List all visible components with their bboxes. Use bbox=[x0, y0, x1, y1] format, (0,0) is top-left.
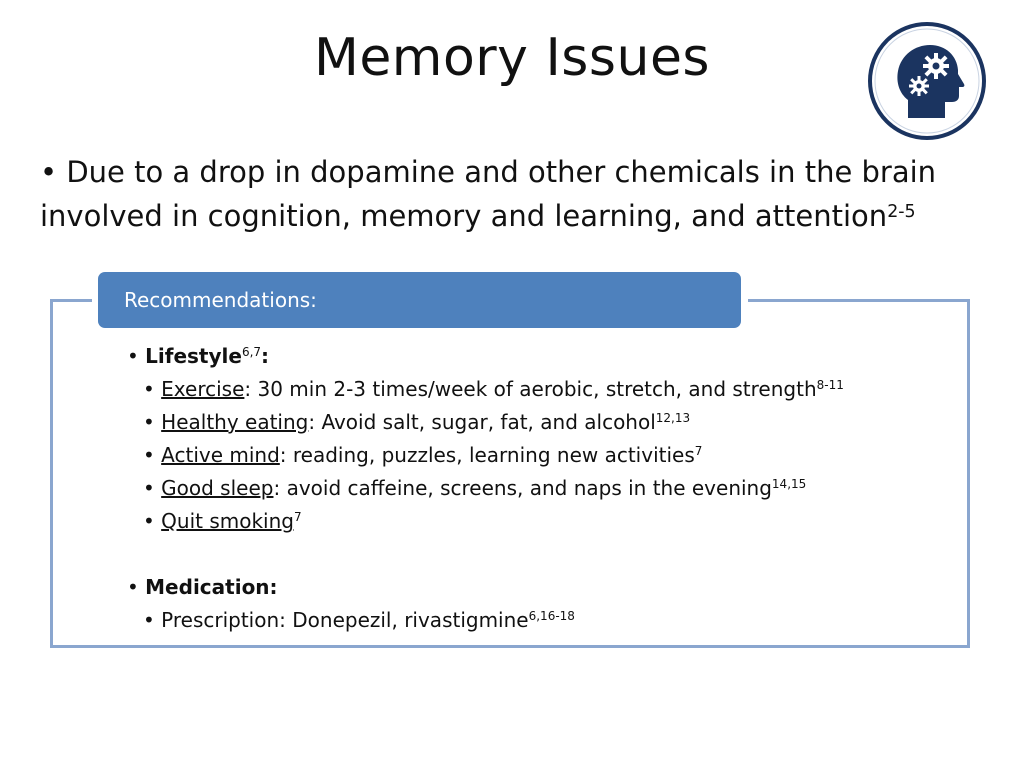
item-term: Healthy eating bbox=[161, 410, 309, 434]
medication-heading: • Medication: bbox=[127, 575, 278, 599]
recommendations-header: Recommendations: bbox=[98, 272, 741, 328]
citation: 7 bbox=[293, 510, 302, 524]
lifestyle-heading: • Lifestyle$^{6,7}$: bbox=[127, 344, 270, 368]
medication-label: Medication: bbox=[145, 575, 278, 599]
bullet: • bbox=[40, 155, 58, 189]
list-item: • Good sleep: avoid caffeine, screens, and naps in the evening$^{14,15}$ bbox=[143, 476, 807, 500]
citation: 7 bbox=[694, 444, 703, 458]
list-item: • Active mind: reading, puzzles, learning new activities$^7$ bbox=[143, 443, 703, 467]
citation: 12,13 bbox=[655, 411, 691, 425]
item-text: : 30 min 2-3 times/week of aerobic, stretch, and strength bbox=[244, 377, 817, 401]
item-text: : Avoid salt, sugar, fat, and alcohol bbox=[308, 410, 656, 434]
intro-text: Due to a drop in dopamine and other chemicals in the brain involved in cognition, memory and learning, and attention bbox=[40, 155, 937, 233]
citation: 8-11 bbox=[816, 378, 844, 392]
citation: 2-5 bbox=[887, 202, 916, 222]
slide-title: Memory Issues bbox=[313, 28, 711, 88]
list-item: • Exercise: 30 min 2-3 times/week of aerobic, stretch, and strength$^{8-11}$ bbox=[143, 377, 844, 401]
list-item: • Quit smoking$^7$ bbox=[143, 509, 302, 533]
item-term: Exercise bbox=[161, 377, 245, 401]
item-term: Active mind bbox=[161, 443, 280, 467]
item-text: : avoid caffeine, screens, and naps in the evening bbox=[273, 476, 772, 500]
recommendations-list bbox=[127, 340, 957, 637]
intro-paragraph bbox=[40, 150, 1000, 238]
item-text: Prescription: Donepezil, rivastigmine bbox=[161, 608, 529, 632]
list-item: • Prescription: Donepezil, rivastigmine$^{6,16-18}$ bbox=[143, 608, 575, 632]
item-text: : reading, puzzles, learning new activities bbox=[279, 443, 695, 467]
item-term: Quit smoking bbox=[161, 509, 294, 533]
lifestyle-label: Lifestyle bbox=[145, 344, 242, 368]
citation: 6,7 bbox=[241, 345, 262, 359]
citation: 14,15 bbox=[771, 477, 807, 491]
head-with-gears-icon bbox=[866, 20, 988, 142]
list-item: • Healthy eating: Avoid salt, sugar, fat, and alcohol$^{12,13}$ bbox=[143, 410, 691, 434]
item-term: Good sleep bbox=[161, 476, 274, 500]
citation: 6,16-18 bbox=[528, 609, 575, 623]
